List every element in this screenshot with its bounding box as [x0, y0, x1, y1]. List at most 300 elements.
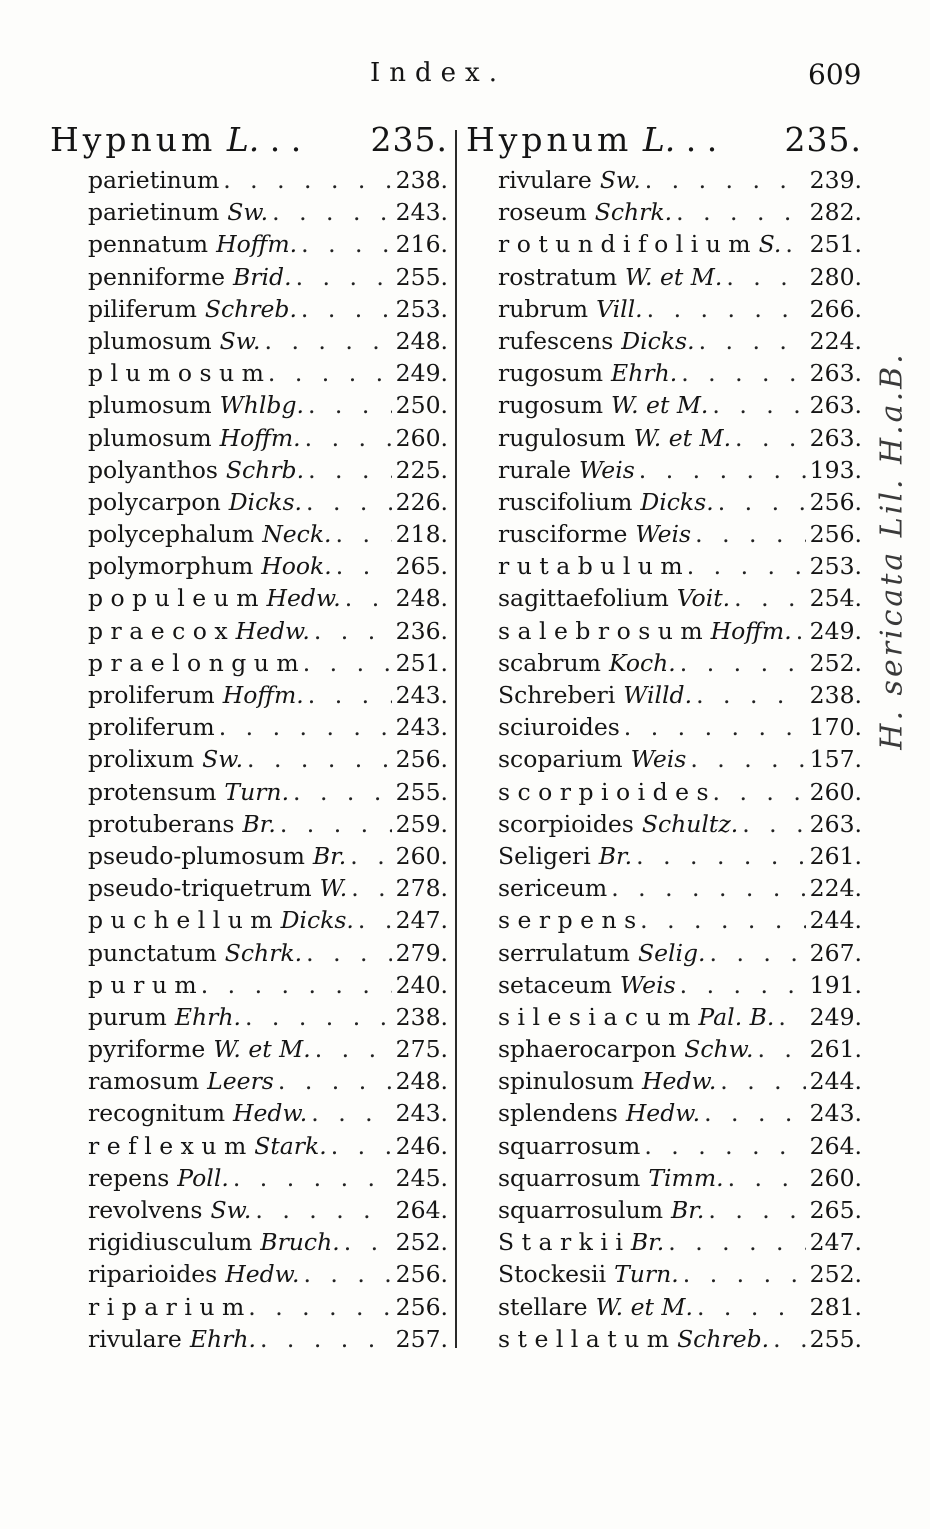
- species-epithet: ramosum: [88, 1067, 200, 1096]
- species-epithet: prolixum: [88, 745, 195, 774]
- index-entry: [50, 743, 448, 775]
- page-reference: 255.: [395, 262, 448, 291]
- page-reference: 263.: [809, 809, 862, 838]
- species-epithet: Stockesii: [498, 1260, 607, 1289]
- index-column-left: [50, 118, 448, 1355]
- genus-page: 235.: [370, 120, 448, 159]
- handwritten-marginal-note: [862, 330, 922, 770]
- index-entry: [50, 196, 448, 228]
- index-entry: [466, 711, 862, 743]
- index-entry: [466, 228, 862, 260]
- species-epithet: r o t u n d i f o l i u m: [498, 230, 751, 259]
- species-epithet: scorpioides: [498, 809, 634, 838]
- page-reference: 275.: [395, 1035, 448, 1064]
- species-epithet: squarrosulum: [498, 1196, 663, 1224]
- index-entry: [50, 550, 448, 582]
- dot-leader: [358, 904, 392, 936]
- index-entry: [50, 1097, 448, 1129]
- species-epithet: r i p a r i u m: [88, 1292, 245, 1321]
- species-authority: Weis: [635, 520, 692, 549]
- dot-leader: [687, 550, 806, 582]
- index-entry: [466, 1258, 862, 1290]
- species-epithet: pseudo-triquetrum: [88, 874, 312, 903]
- dot-leader: [708, 1194, 805, 1226]
- dot-leader: [796, 615, 806, 647]
- page-reference: 240.: [395, 970, 448, 999]
- index-entry: [50, 518, 448, 550]
- species-authority: Weis: [579, 455, 635, 484]
- index-entry: [50, 904, 448, 936]
- page-reference: 226.: [395, 487, 448, 516]
- species-authority: Schw.: [684, 1035, 754, 1064]
- species-epithet: sericeum: [498, 874, 608, 903]
- species-authority: Voit.: [676, 584, 731, 613]
- page-reference: 170.: [809, 713, 862, 742]
- index-entry: [50, 261, 448, 293]
- index-entry: [50, 357, 448, 389]
- page-reference: 248.: [395, 584, 448, 613]
- page-reference: 236.: [395, 616, 448, 645]
- dot-leader: [680, 969, 806, 1001]
- species-authority: Schrk.: [224, 938, 303, 967]
- species-authority: Br.: [671, 1196, 705, 1224]
- species-epithet: rugosum: [498, 359, 604, 388]
- dot-leader: [280, 808, 392, 840]
- species-authority: Schultz.: [641, 809, 739, 838]
- species-epithet: protuberans: [88, 809, 235, 838]
- index-entry: [50, 969, 448, 1001]
- species-epithet: r u t a b u l u m: [498, 552, 683, 581]
- index-entry: [466, 840, 862, 872]
- dot-leader: [696, 679, 806, 711]
- dot-leader: [233, 1162, 392, 1194]
- page-reference: 259.: [395, 809, 448, 838]
- page-reference: 252.: [809, 648, 862, 677]
- index-entry: [466, 196, 862, 228]
- index-entry: [466, 550, 862, 582]
- dot-leader: [314, 615, 392, 647]
- index-entry: [466, 615, 862, 647]
- species-authority: Hoffm.: [216, 230, 298, 259]
- species-epithet: Schreberi: [498, 681, 616, 709]
- dot-leader: [676, 196, 806, 228]
- species-epithet: proliferum: [88, 713, 215, 742]
- species-authority: Br.: [630, 1228, 665, 1257]
- dot-leader: [344, 1226, 392, 1258]
- page-reference: 256.: [395, 745, 448, 774]
- species-epithet: proliferum: [88, 681, 215, 709]
- page-reference: 252.: [809, 1260, 862, 1289]
- dot-leader: [645, 164, 806, 196]
- page-reference: 256.: [809, 487, 862, 516]
- dot-leader: [308, 389, 392, 421]
- index-entry: [466, 1001, 862, 1033]
- species-epithet: protensum: [88, 777, 217, 806]
- species-epithet: Seligeri: [498, 841, 591, 870]
- species-authority: Hook.: [261, 552, 332, 581]
- index-entry: [50, 389, 448, 421]
- species-epithet: parietinum: [88, 166, 220, 194]
- page-reference: 224.: [809, 326, 862, 355]
- species-authority: Neck.: [262, 520, 332, 549]
- dot-leader: [680, 647, 806, 679]
- species-authority: Dicks.: [280, 906, 354, 935]
- index-entry: [50, 615, 448, 647]
- page-reference: 243.: [809, 1099, 862, 1128]
- species-epithet: rivulare: [88, 1324, 182, 1353]
- index-entry: [50, 228, 448, 260]
- dot-leader: [303, 1258, 391, 1290]
- page-reference: 245.: [395, 1163, 448, 1192]
- dot-leader: [611, 872, 805, 904]
- page-reference: 246.: [395, 1131, 448, 1160]
- index-entry: [466, 422, 862, 454]
- page-reference: 248.: [395, 326, 448, 355]
- column-header: [50, 118, 448, 162]
- dot-leader: [308, 454, 392, 486]
- dot-leader: [742, 808, 805, 840]
- species-authority: Willd.: [623, 681, 693, 709]
- index-entry: [50, 454, 448, 486]
- index-entry: [466, 389, 862, 421]
- index-entry: [466, 1130, 862, 1162]
- species-authority: Hedw.: [266, 584, 341, 613]
- dot-leader: [345, 582, 392, 614]
- dot-leader: [778, 1001, 805, 1033]
- species-epithet: polymorphum: [88, 552, 254, 581]
- genus-authority: L.: [226, 120, 260, 159]
- index-entry-list: [50, 164, 448, 1355]
- species-epithet: sphaerocarpon: [498, 1035, 677, 1064]
- dot-leader: [697, 1291, 806, 1323]
- page-reference: 238.: [395, 166, 448, 194]
- species-epithet: riparioides: [88, 1260, 218, 1289]
- species-authority: Vill.: [596, 294, 643, 323]
- dot-leader: [699, 325, 806, 357]
- index-entry: [466, 486, 862, 518]
- species-epithet: stellare: [498, 1292, 588, 1321]
- species-authority: W. et M.: [625, 262, 723, 291]
- dot-leader: [668, 1226, 805, 1258]
- page-reference: 249.: [395, 359, 448, 388]
- species-epithet: r e f l e x u m: [88, 1131, 247, 1160]
- page-reference: 280.: [809, 262, 862, 291]
- page-reference: 239.: [809, 166, 862, 194]
- index-entry: [466, 357, 862, 389]
- species-epithet: piliferum: [88, 294, 197, 323]
- species-authority: W.: [319, 874, 348, 903]
- species-epithet: parietinum: [88, 198, 220, 227]
- index-entry: [466, 261, 862, 293]
- species-authority: Whlbg.: [219, 391, 304, 420]
- species-epithet: s t e l l a t u m: [498, 1324, 670, 1353]
- index-entry: [50, 582, 448, 614]
- index-entry: [50, 1323, 448, 1355]
- dot-leader: [639, 454, 806, 486]
- page-reference: 253.: [395, 294, 448, 323]
- dot-leader: [713, 776, 806, 808]
- index-entry: [50, 1258, 448, 1290]
- species-epithet: rurale: [498, 455, 572, 484]
- species-epithet: rusciforme: [498, 520, 628, 549]
- dot-leader: [735, 422, 806, 454]
- dot-leader: [301, 293, 392, 325]
- page-reference: 257.: [395, 1324, 448, 1353]
- marginal-note-text: H. sericata Lil. H.a.B.: [874, 350, 910, 750]
- species-epithet: s a l e b r o s u m: [498, 616, 703, 645]
- page-reference: 260.: [395, 423, 448, 452]
- species-authority: Bruch.: [260, 1228, 340, 1257]
- dot-leader: [683, 1258, 806, 1290]
- species-authority: Sw.: [227, 198, 269, 227]
- page-reference: 256.: [395, 1292, 448, 1321]
- genus-name: Hypnum: [50, 120, 217, 159]
- page-reference: 247.: [809, 1228, 862, 1257]
- page-reference: 224.: [809, 874, 862, 903]
- species-authority: Br.: [312, 841, 347, 870]
- index-entry: [50, 647, 448, 679]
- index-entry: [466, 1033, 862, 1065]
- index-entry: [466, 969, 862, 1001]
- species-authority: S.: [758, 230, 782, 259]
- page-reference: 243.: [395, 1099, 448, 1128]
- species-authority: Weis: [619, 970, 676, 999]
- page-reference: 243.: [395, 198, 448, 227]
- species-authority: Hedw.: [625, 1099, 701, 1128]
- dot-leader: [268, 357, 392, 389]
- index-entry: [466, 872, 862, 904]
- page-reference: 264.: [809, 1131, 862, 1160]
- dot-leader: [278, 1065, 392, 1097]
- species-epithet: rubrum: [498, 294, 589, 323]
- page-reference: 253.: [809, 552, 862, 581]
- species-epithet: polycarpon: [88, 487, 221, 516]
- page-reference: 249.: [809, 1002, 862, 1031]
- index-entry: [50, 776, 448, 808]
- dot-leader: [710, 937, 806, 969]
- species-epithet: p u r u m: [88, 970, 197, 999]
- species-authority: Leers: [207, 1067, 274, 1096]
- dot-leader: [726, 261, 805, 293]
- dot-leader: [695, 518, 806, 550]
- page-reference: 249.: [809, 616, 862, 645]
- index-entry: [50, 1001, 448, 1033]
- species-epithet: plumosum: [88, 391, 212, 420]
- page-reference: 265.: [809, 1196, 862, 1224]
- dot-leader: [201, 969, 392, 1001]
- species-epithet: p u c h e l l u m: [88, 906, 273, 935]
- dot-leader: [350, 840, 391, 872]
- dot-leader: [265, 325, 392, 357]
- species-authority: Hoffm.: [710, 616, 792, 645]
- page-reference: 250.: [395, 391, 448, 420]
- species-epithet: squarrosum: [498, 1163, 641, 1192]
- species-epithet: p o p u l e u m: [88, 584, 259, 613]
- page-reference: 243.: [395, 681, 448, 709]
- genus-page: 235.: [784, 120, 862, 159]
- dot-leader: [219, 711, 392, 743]
- page-reference: 244.: [809, 1067, 862, 1096]
- header-dots: . .: [269, 120, 302, 159]
- species-epithet: S t a r k i i: [498, 1228, 623, 1257]
- species-authority: Stark.: [254, 1131, 327, 1160]
- species-epithet: pennatum: [88, 230, 209, 259]
- index-entry: [50, 1162, 448, 1194]
- index-entry: [466, 743, 862, 775]
- index-entry: [50, 486, 448, 518]
- species-epithet: rufescens: [498, 326, 614, 355]
- dot-leader: [704, 1097, 806, 1129]
- species-authority: Br.: [242, 809, 276, 838]
- page-reference: 256.: [395, 1260, 448, 1289]
- index-entry: [466, 1162, 862, 1194]
- dot-leader: [303, 647, 392, 679]
- index-entry: [466, 293, 862, 325]
- species-authority: Ehrh.: [174, 1002, 241, 1031]
- index-entry: [466, 647, 862, 679]
- species-epithet: rugosum: [498, 391, 604, 420]
- species-epithet: punctatum: [88, 938, 217, 967]
- species-authority: Schreb.: [204, 294, 297, 323]
- species-epithet: s i l e s i a c u m: [498, 1002, 691, 1031]
- species-epithet: ruscifolium: [498, 487, 633, 516]
- dot-leader: [255, 1194, 391, 1226]
- dot-leader: [247, 743, 392, 775]
- species-authority: Hedw.: [233, 1099, 308, 1128]
- species-authority: Turn.: [224, 777, 290, 806]
- genus-name: Hypnum: [466, 120, 633, 159]
- dot-leader: [336, 550, 392, 582]
- index-entry: [50, 1033, 448, 1065]
- page-reference: 191.: [809, 970, 862, 999]
- species-authority: Hoffm.: [222, 681, 304, 709]
- species-epithet: p l u m o s u m: [88, 359, 264, 388]
- species-epithet: sciuroides: [498, 713, 620, 742]
- page-reference: 260.: [809, 777, 862, 806]
- species-authority: W. et M.: [595, 1292, 693, 1321]
- page-reference: 278.: [395, 874, 448, 903]
- page-reference: 255.: [809, 1324, 862, 1353]
- dot-leader: [260, 1323, 392, 1355]
- dot-leader: [293, 776, 392, 808]
- dot-leader: [720, 1065, 805, 1097]
- page-reference: 247.: [395, 906, 448, 935]
- species-authority: W. et M.: [611, 391, 709, 420]
- species-authority: Dicks.: [640, 487, 714, 516]
- running-head-title: Index.: [370, 58, 506, 88]
- index-entry: [466, 1065, 862, 1097]
- species-authority: Sw.: [202, 745, 244, 774]
- dot-leader: [223, 164, 391, 196]
- dot-leader: [647, 293, 806, 325]
- page-reference: 254.: [809, 584, 862, 613]
- species-authority: Koch.: [608, 648, 676, 677]
- species-authority: Br.: [598, 841, 633, 870]
- page-reference: 279.: [395, 938, 448, 967]
- index-entry: [50, 840, 448, 872]
- species-authority: Ehrh.: [611, 359, 678, 388]
- index-entry: [50, 711, 448, 743]
- species-epithet: squarrosum: [498, 1131, 641, 1160]
- species-authority: Weis: [630, 745, 687, 774]
- index-entry: [50, 164, 448, 196]
- dot-leader: [757, 1033, 805, 1065]
- column-header: [466, 118, 862, 162]
- species-authority: W. et M.: [633, 423, 732, 452]
- page-reference: 261.: [809, 841, 862, 870]
- index-entry: [466, 1097, 862, 1129]
- index-entry-list: [466, 164, 862, 1355]
- species-authority: Brid.: [233, 262, 292, 291]
- page-reference: 256.: [809, 520, 862, 549]
- species-epithet: serrulatum: [498, 938, 630, 967]
- dot-leader: [624, 711, 806, 743]
- species-epithet: penniforme: [88, 262, 226, 291]
- page-reference: 266.: [809, 294, 862, 323]
- species-authority: Selig.: [637, 938, 706, 967]
- index-entry: [50, 679, 448, 711]
- index-column-right: [466, 118, 862, 1355]
- dot-leader: [644, 1130, 805, 1162]
- page-reference: 244.: [809, 906, 862, 935]
- dot-leader: [734, 582, 806, 614]
- page-reference: 267.: [809, 938, 862, 967]
- page-reference: 261.: [809, 1035, 862, 1064]
- dot-leader: [315, 1033, 392, 1065]
- species-epithet: polyanthos: [88, 455, 218, 484]
- page-reference: 243.: [395, 713, 448, 742]
- species-epithet: plumosum: [88, 423, 212, 452]
- page-reference: 218.: [395, 520, 448, 549]
- page-reference: 265.: [395, 552, 448, 581]
- dot-leader: [718, 486, 806, 518]
- species-epithet: rigidiusculum: [88, 1228, 253, 1257]
- page-reference: 225.: [395, 455, 448, 484]
- species-authority: Poll.: [177, 1163, 229, 1192]
- dot-leader: [690, 743, 805, 775]
- species-epithet: polycephalum: [88, 520, 255, 549]
- species-authority: Pal. B.: [698, 1002, 775, 1031]
- species-authority: Sw.: [219, 326, 261, 355]
- index-entry: [50, 1130, 448, 1162]
- page-reference: 282.: [809, 198, 862, 227]
- species-epithet: s c o r p i o i d e s: [498, 777, 709, 806]
- index-entry: [50, 1291, 448, 1323]
- species-epithet: splendens: [498, 1099, 618, 1128]
- dot-leader: [245, 1001, 392, 1033]
- dot-leader: [305, 422, 392, 454]
- index-entry: [50, 1194, 448, 1226]
- species-epithet: rivulare: [498, 166, 592, 194]
- index-entry: [466, 937, 862, 969]
- index-entry: [50, 1065, 448, 1097]
- dot-leader: [306, 937, 392, 969]
- index-entry: [466, 1226, 862, 1258]
- species-authority: Ehrh.: [189, 1324, 256, 1353]
- species-epithet: scoparium: [498, 745, 623, 774]
- index-entry: [466, 679, 862, 711]
- dot-leader: [728, 1162, 806, 1194]
- dot-leader: [308, 679, 392, 711]
- species-epithet: plumosum: [88, 326, 212, 355]
- dot-leader: [351, 872, 391, 904]
- species-authority: Hedw.: [642, 1067, 717, 1096]
- species-authority: W. et M.: [213, 1035, 311, 1064]
- page-number: 609: [808, 58, 862, 91]
- index-entry: [466, 776, 862, 808]
- page-reference: 255.: [395, 777, 448, 806]
- dot-leader: [311, 1097, 391, 1129]
